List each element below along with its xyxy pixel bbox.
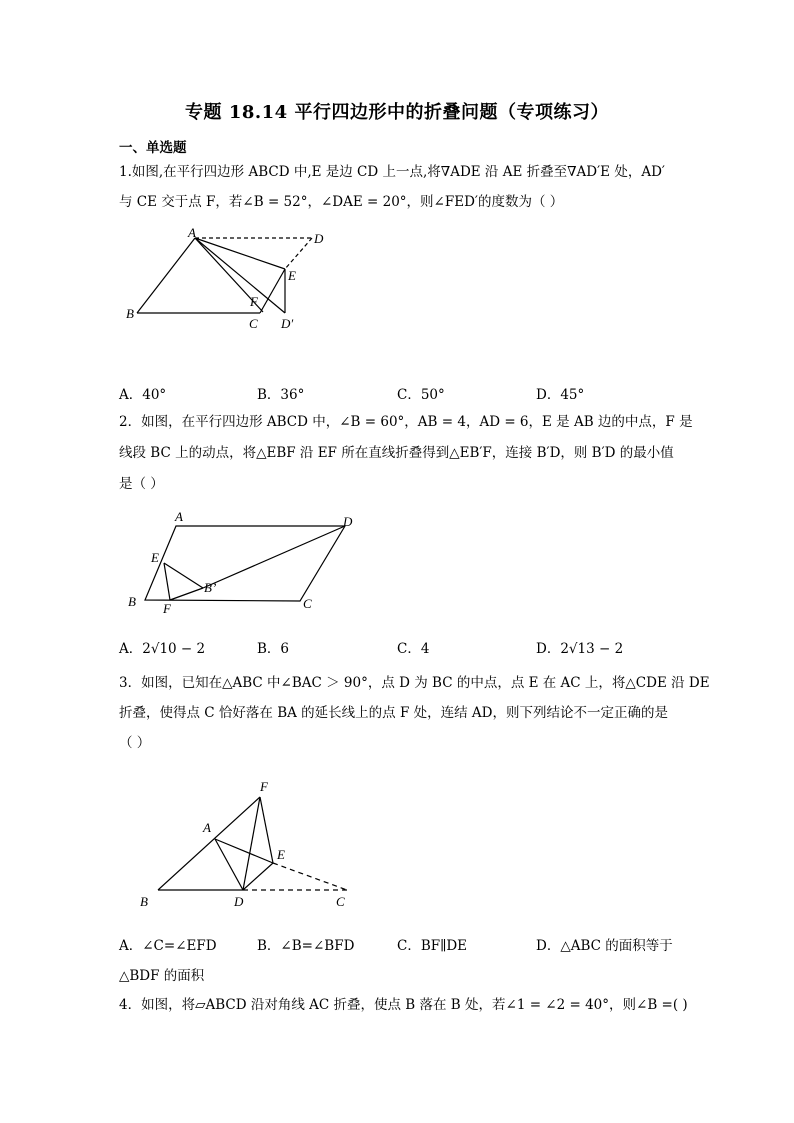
q1-text-line2: 与 CE 交于点 F，若∠B = 52°，∠DAE = 20°，则∠FED′的度数为（ ） <box>119 194 564 210</box>
q3-text-line2: 折叠，使得点 C 恰好落在 BA 的延长线上的点 F 处，连结 AD，则下列结论不一定正确的是 <box>119 705 668 721</box>
q1-option-c: C．50° <box>397 387 445 403</box>
q3-label-f: F <box>260 779 268 794</box>
q2-text-line3: 是（ ） <box>119 476 164 492</box>
q2-option-a: A．2√10 − 2 <box>119 641 206 657</box>
q2-label-b: B <box>128 594 136 609</box>
q1-label-b: B <box>126 306 134 321</box>
q1-label-dprime: D′ <box>281 316 294 331</box>
q2-label-e: E <box>151 550 159 565</box>
q2-label-d: D <box>343 514 353 529</box>
q3-option-c: C．BF∥DE <box>397 938 468 954</box>
q3-label-a: A <box>203 820 211 835</box>
q3-option-d: D．△ABC 的面积等于 <box>536 938 673 954</box>
q3-label-d: D <box>234 894 244 909</box>
q3-label-e: E <box>277 847 285 862</box>
q1-label-a: A <box>188 225 196 240</box>
q3-text-line1: 3．如图，已知在△ABC 中∠BAC ＞ 90°，点 D 为 BC 的中点，点 E 在 AC 上，将△CDE 沿 DE <box>119 675 710 691</box>
q1-label-e: E <box>288 268 296 283</box>
q3-text-line3: （ ） <box>119 735 151 751</box>
q1-text-line1: 1.如图,在平行四边形 ABCD 中,E 是边 CD 上一点,将∇ADE 沿 AE 折叠至∇AD′E 处，AD′ <box>119 164 665 180</box>
section-heading: 一、单选题 <box>119 140 187 156</box>
q1-option-d: D．45° <box>536 387 585 403</box>
q1-option-b: B．36° <box>257 387 305 403</box>
q1-label-d: D <box>314 231 324 246</box>
q2-label-a: A <box>175 509 183 524</box>
q2-option-d: D．2√13 − 2 <box>536 641 624 657</box>
q3-option-b: B．∠B=∠BFD <box>257 938 355 954</box>
q3-label-b: B <box>140 894 148 909</box>
page-title: 专题 18.14 平行四边形中的折叠问题（专项练习） <box>185 102 609 123</box>
q2-label-c: C <box>303 596 312 611</box>
q2-label-f: F <box>163 601 171 616</box>
q2-label-bprime: B’ <box>204 580 217 595</box>
q2-text-line1: 2．如图，在平行四边形 ABCD 中，∠B = 60°，AB = 4，AD = 6，E 是 AB 边的中点，F 是 <box>119 414 693 430</box>
q1-label-f: F <box>250 294 258 309</box>
q3-label-c: C <box>336 894 345 909</box>
q1-option-a: A．40° <box>119 387 167 403</box>
q2-option-c: C．4 <box>397 641 430 657</box>
q2-text-line2: 线段 BC 上的动点，将△EBF 沿 EF 所在直线折叠得到△EB′F，连接 B′D，则 B′D 的最小值 <box>119 445 674 461</box>
q2-option-b: B．6 <box>257 641 290 657</box>
q3-option-d-continued: △BDF 的面积 <box>119 968 205 984</box>
q1-label-c: C <box>249 316 258 331</box>
q4-text-line1: 4．如图，将▱ABCD 沿对角线 AC 折叠，使点 B 落在 B 处，若∠1 = ∠2 = 40°，则∠B =( ) <box>119 997 688 1013</box>
q3-option-a: A．∠C=∠EFD <box>119 938 217 954</box>
